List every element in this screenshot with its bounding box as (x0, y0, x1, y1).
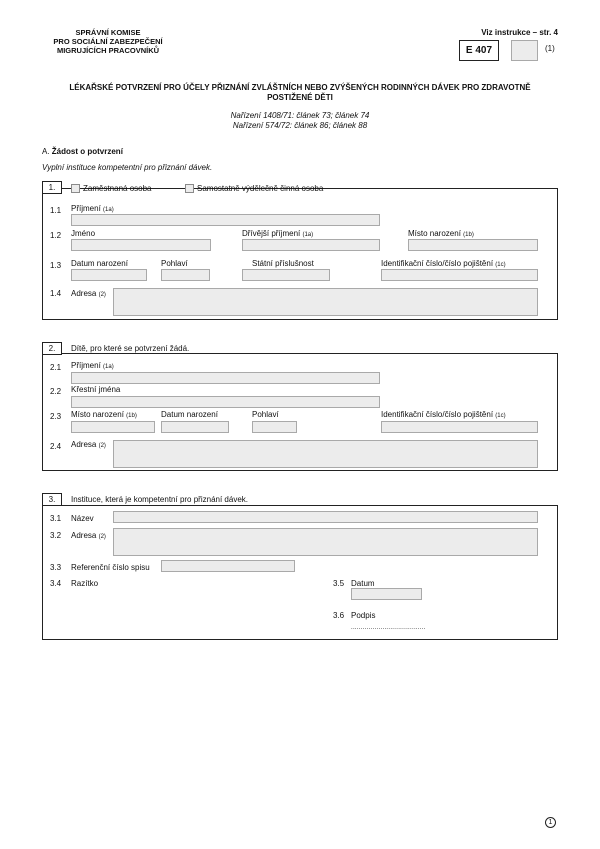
child-birthplace-field[interactable] (71, 421, 155, 433)
insured-address-text: Adresa (71, 289, 97, 298)
stamp-label: Razítko (71, 579, 99, 588)
insured-address-label (71, 289, 106, 298)
section-3-number: 3. (42, 493, 62, 506)
form-code: E 407 (465, 45, 493, 56)
item-3-5-number: 3.5 (333, 579, 345, 588)
footnote-1c-mark: (1c) (495, 262, 506, 268)
insured-address-field[interactable] (113, 288, 538, 316)
insured-sex-label: Pohlaví (161, 259, 188, 268)
child-surname-label (71, 361, 114, 370)
section-a-heading (42, 147, 123, 156)
child-address-field[interactable] (113, 440, 538, 468)
item-1-3-number: 1.3 (50, 261, 62, 270)
signature-label: Podpis (351, 611, 376, 620)
insured-id-field[interactable] (381, 269, 538, 281)
form-code-extra-field[interactable] (511, 40, 538, 61)
child-surname-text: Příjmení (71, 361, 101, 370)
child-id-label (381, 410, 506, 419)
insured-name-field[interactable] (71, 239, 211, 251)
reference-number-field[interactable] (161, 560, 295, 572)
insured-surname-label (71, 204, 114, 213)
child-birthdate-field[interactable] (161, 421, 229, 433)
insured-birthplace-field[interactable] (408, 239, 538, 251)
former-surname-label (242, 229, 313, 238)
selfemployed-checkbox[interactable] (185, 184, 194, 193)
footnote-2-mark: (2) (98, 292, 106, 298)
footnote-2-mark: (2) (98, 443, 106, 449)
title-line-1: LÉKAŘSKÉ POTVRZENÍ PRO ÚČELY PŘIZNÁNÍ ZVLÁŠTNÍCH NEBO ZVÝŠENÝCH RODINNÝCH DÁVEK PRO ZDRAVOTNĚ (69, 83, 531, 92)
insured-surname-text: Příjmení (71, 204, 101, 213)
section-a-title: Žádost o potvrzení (51, 147, 123, 156)
regulation-2: Nařízení 574/72: článek 86; článek 88 (232, 121, 368, 130)
commission-line-3: MIGRUJÍCÍCH PRACOVNÍKŮ (56, 46, 160, 55)
institution-address-label (71, 531, 106, 540)
footnote-1a-mark: (1a) (302, 232, 314, 238)
nationality-label: Státní příslušnost (252, 259, 314, 268)
institution-name-label: Název (71, 514, 94, 523)
section-1-number: 1. (42, 181, 62, 194)
former-surname-field[interactable] (242, 239, 380, 251)
insured-birthplace-label (408, 229, 474, 238)
section-a-letter: A. (42, 147, 50, 156)
form-footnote-ref: (1) (545, 44, 555, 53)
item-2-1-number: 2.1 (50, 363, 62, 372)
selfemployed-label: Samostatně výdělečně činná osoba (197, 184, 324, 193)
commission-name (38, 28, 178, 55)
employed-label: Zaměstnaná osoba (83, 184, 152, 193)
child-id-text: Identifikační číslo/číslo pojištění (381, 410, 494, 419)
child-address-label (71, 440, 106, 449)
insured-id-label (381, 259, 506, 268)
instructions-ref: Viz instrukce – str. 4 (481, 28, 558, 37)
footnote-1c-mark: (1c) (495, 413, 506, 419)
item-3-6-number: 3.6 (333, 611, 345, 620)
child-sex-field[interactable] (252, 421, 297, 433)
section-3-heading: Instituce, která je kompetentní pro přiznání dávek. (71, 495, 248, 504)
regulations (30, 111, 570, 131)
item-2-3-number: 2.3 (50, 412, 62, 421)
institution-name-field[interactable] (113, 511, 538, 523)
item-3-2-number: 3.2 (50, 531, 62, 540)
insured-birthplace-text: Místo narození (408, 229, 461, 238)
section-a-subheading: Vyplní instituce kompetentní pro přiznání dávek. (42, 163, 213, 172)
footnote-2-mark: (2) (98, 534, 106, 540)
form-title (30, 83, 570, 103)
child-given-names-label: Křestní jména (71, 385, 121, 394)
child-id-field[interactable] (381, 421, 538, 433)
nationality-field[interactable] (242, 269, 330, 281)
institution-address-text: Adresa (71, 531, 97, 540)
item-3-1-number: 3.1 (50, 514, 62, 523)
child-birthplace-label (71, 410, 137, 419)
footnote-1b-mark: (1b) (463, 232, 474, 238)
insured-sex-field[interactable] (161, 269, 210, 281)
item-2-2-number: 2.2 (50, 387, 62, 396)
child-sex-label: Pohlaví (252, 410, 279, 419)
section-2-heading: Dítě, pro které se potvrzení žádá. (71, 344, 190, 353)
signature-line[interactable]: ...................................... (351, 625, 426, 631)
footnote-1b-mark: (1b) (126, 413, 137, 419)
child-address-text: Adresa (71, 440, 97, 449)
footnote-1a-mark: (1a) (103, 364, 114, 370)
date-field[interactable] (351, 588, 422, 600)
regulation-1: Nařízení 1408/71: článek 73; článek 74 (230, 111, 370, 120)
child-birthplace-text: Místo narození (71, 410, 124, 419)
former-surname-text: Dřívější příjmení (242, 229, 301, 238)
item-3-3-number: 3.3 (50, 563, 62, 572)
item-1-4-number: 1.4 (50, 289, 62, 298)
title-line-2: POSTIŽENÉ DĚTI (267, 93, 333, 102)
item-3-4-number: 3.4 (50, 579, 62, 588)
reference-number-label: Referenční číslo spisu (71, 563, 150, 572)
insured-birthdate-field[interactable] (71, 269, 147, 281)
footnote-1a-mark: (1a) (103, 207, 114, 213)
item-1-2-number: 1.2 (50, 231, 62, 240)
section-3-box (42, 505, 558, 640)
insured-surname-field[interactable] (71, 214, 380, 226)
commission-line-1: SPRÁVNÍ KOMISE (75, 28, 141, 37)
insured-id-text: Identifikační číslo/číslo pojištění (381, 259, 494, 268)
commission-line-2: PRO SOCIÁLNÍ ZABEZPEČENÍ (53, 37, 163, 46)
institution-address-field[interactable] (113, 528, 538, 556)
page-number (545, 817, 556, 828)
form-code-box (459, 40, 499, 61)
insured-name-label: Jméno (71, 229, 96, 238)
child-given-names-field[interactable] (71, 396, 380, 408)
date-label: Datum (351, 579, 375, 588)
child-birthdate-label: Datum narození (161, 410, 218, 419)
item-2-4-number: 2.4 (50, 442, 62, 451)
child-surname-field[interactable] (71, 372, 380, 384)
employed-checkbox[interactable] (71, 184, 80, 193)
page-number-text: 1 (548, 819, 553, 826)
insured-birthdate-label: Datum narození (71, 259, 128, 268)
section-2-number: 2. (42, 342, 62, 355)
item-1-1-number: 1.1 (50, 206, 62, 215)
